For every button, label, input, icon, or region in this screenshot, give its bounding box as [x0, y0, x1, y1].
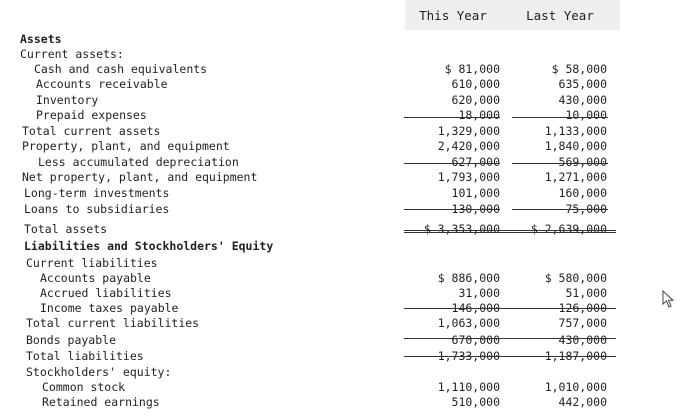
row-label: Bonds payable [26, 333, 117, 347]
underline-this-year [404, 209, 500, 210]
underline-this-year [404, 163, 500, 164]
row-label: Net property, plant, and equipment [22, 170, 258, 184]
column-header-last-year: Last Year [526, 8, 594, 23]
value-last-year: 569,000 [558, 155, 607, 169]
row-label: Long-term investments [24, 186, 170, 200]
underline-last-year [512, 117, 608, 118]
value-this-year: 146,000 [451, 301, 500, 315]
value-last-year: 51,000 [565, 286, 607, 300]
value-last-year: 1,271,000 [544, 170, 607, 184]
row-label: Loans to subsidiaries [24, 202, 170, 216]
value-this-year: 1,733,000 [437, 349, 500, 363]
mouse-pointer-icon [662, 290, 676, 308]
row-label: Cash and cash equivalents [34, 62, 208, 76]
value-last-year: 126,000 [558, 301, 607, 315]
value-last-year: 1,187,000 [544, 349, 607, 363]
value-last-year: 635,000 [558, 77, 607, 91]
value-last-year: 442,000 [558, 395, 607, 409]
value-this-year: 1,110,000 [437, 380, 500, 394]
value-last-year: 1,840,000 [544, 139, 607, 153]
value-this-year: 31,000 [458, 286, 500, 300]
value-last-year: 757,000 [558, 316, 607, 330]
value-last-year: $ 2,639,000 [530, 222, 607, 236]
row-label: Total assets [24, 222, 108, 236]
value-last-year: 1,133,000 [544, 124, 607, 138]
row-label: Less accumulated depreciation [38, 155, 239, 169]
row-label: Prepaid expenses [36, 108, 147, 122]
underline-last-year [512, 163, 608, 164]
row-label: Accounts receivable [36, 77, 168, 91]
row-label: Total liabilities [26, 349, 144, 363]
value-last-year: 1,010,000 [544, 380, 607, 394]
column-header-this-year: This Year [419, 8, 487, 23]
row-label: Accounts payable [40, 271, 151, 285]
row-label: Retained earnings [42, 395, 160, 409]
value-last-year: 75,000 [565, 202, 607, 216]
value-this-year: 1,329,000 [437, 124, 500, 138]
row-label: Income taxes payable [40, 301, 179, 315]
value-this-year: $ 3,353,000 [423, 222, 500, 236]
underline-bonds [404, 338, 616, 339]
value-this-year: 130,000 [451, 202, 500, 216]
value-this-year: 1,793,000 [437, 170, 500, 184]
underline-current-liabilities [404, 308, 616, 309]
value-last-year: 430,000 [558, 333, 607, 347]
row-label: Liabilities and Stockholders' Equity [24, 239, 274, 253]
value-last-year: 10,000 [565, 108, 607, 122]
row-label: Property, plant, and equipment [22, 139, 230, 153]
value-this-year: 2,420,000 [437, 139, 500, 153]
value-last-year: 430,000 [558, 93, 607, 107]
underline-last-year [512, 209, 608, 210]
underline-this-year [404, 117, 500, 118]
row-label: Current assets: [20, 47, 124, 61]
underline-total-liabilities [404, 356, 616, 357]
value-this-year: 510,000 [451, 395, 500, 409]
row-label: Accrued liabilities [40, 286, 172, 300]
value-this-year: 1,063,000 [437, 316, 500, 330]
value-this-year: 627,000 [451, 155, 500, 169]
value-this-year: 670,000 [451, 333, 500, 347]
value-this-year: 610,000 [451, 77, 500, 91]
value-this-year: 620,000 [451, 93, 500, 107]
value-last-year: $ 58,000 [551, 62, 607, 76]
value-last-year: 160,000 [558, 186, 607, 200]
value-this-year: $ 81,000 [444, 62, 500, 76]
double-underline-total-assets [404, 230, 616, 233]
value-this-year: $ 886,000 [437, 271, 500, 285]
value-last-year: $ 580,000 [544, 271, 607, 285]
value-this-year: 101,000 [451, 186, 500, 200]
row-label: Assets [20, 32, 62, 46]
row-label: Current liabilities [26, 256, 158, 270]
value-this-year: 18,000 [458, 108, 500, 122]
row-label: Total current assets [22, 124, 161, 138]
row-label: Stockholders' equity: [26, 365, 172, 379]
row-label: Inventory [36, 93, 99, 107]
row-label: Total current liabilities [26, 316, 200, 330]
row-label: Common stock [42, 380, 126, 394]
